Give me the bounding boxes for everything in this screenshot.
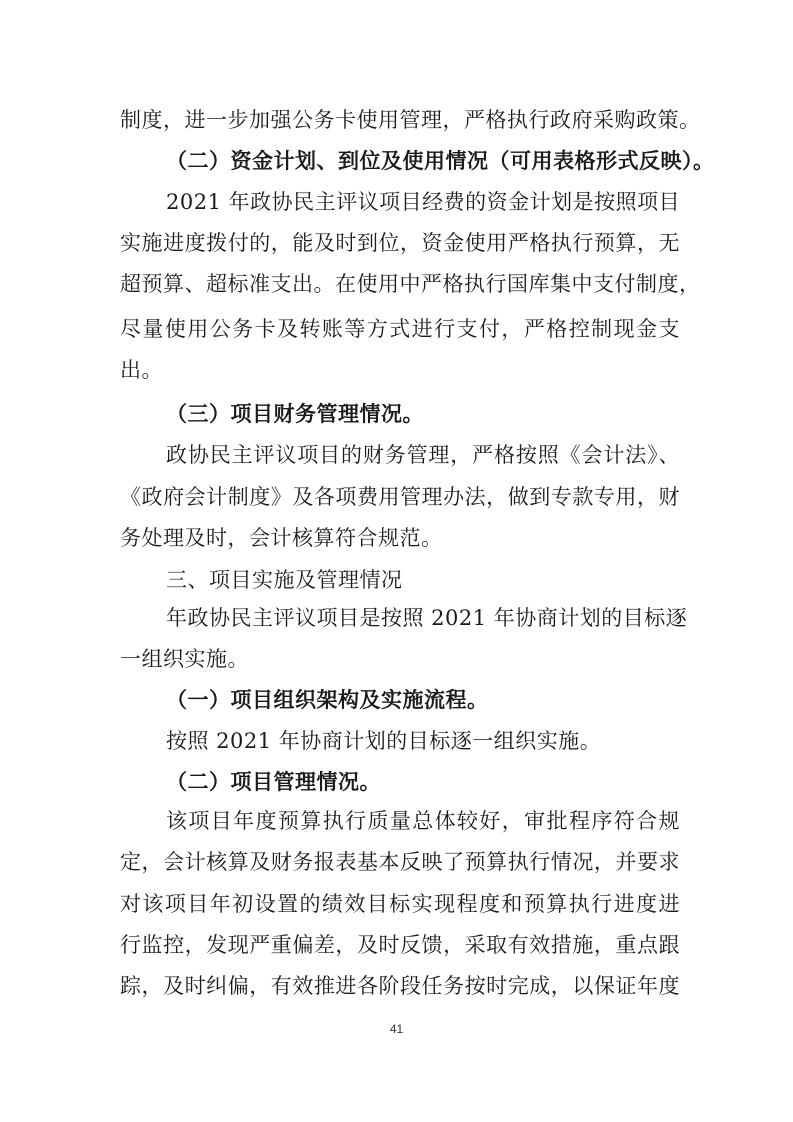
section-heading: （一）项目组织架构及实施流程。 xyxy=(166,688,489,712)
body-text-line: 年政协民主评议项目是按照 2021 年协商计划的目标逐 xyxy=(166,606,688,630)
body-text-line: 务处理及时，会计核算符合规范。 xyxy=(120,526,443,550)
section-heading: （二）项目管理情况。 xyxy=(166,770,381,794)
body-text-line: 行监控，发现严重偏差，及时反馈，采取有效措施，重点跟 xyxy=(120,933,680,957)
body-text-line: 按照 2021 年协商计划的目标逐一组织实施。 xyxy=(166,729,602,753)
section-heading: 三、项目实施及管理情况 xyxy=(166,568,403,592)
body-text-line: 尽量使用公务卡及转账等方式进行支付，严格控制现金支 xyxy=(120,317,680,341)
body-text-line: 制度，进一步加强公务卡使用管理，严格执行政府采购政策。 xyxy=(120,108,701,132)
body-text-line: 出。 xyxy=(120,358,163,382)
body-text-line: 一组织实施。 xyxy=(120,647,249,671)
body-text-line: 《政府会计制度》及各项费用管理办法，做到专款专用，财 xyxy=(120,485,680,509)
body-text-line: 实施进度拨付的，能及时到位，资金使用严格执行预算，无 xyxy=(120,231,680,255)
body-text-line: 踪，及时纠偏，有效推进各阶段任务按时完成，以保证年度 xyxy=(120,974,680,998)
body-text-line: 定，会计核算及财务报表基本反映了预算执行情况，并要求 xyxy=(120,850,680,874)
section-heading: （三）项目财务管理情况。 xyxy=(166,402,424,426)
page-number: 41 xyxy=(389,1022,404,1036)
body-text-line: 超预算、超标准支出。在使用中严格执行国库集中支付制度， xyxy=(120,272,701,296)
body-text-line: 对该项目年初设置的绩效目标实现程度和预算执行进度进 xyxy=(120,892,680,916)
body-text-line: 该项目年度预算执行质量总体较好，审批程序符合规 xyxy=(166,809,680,833)
body-text-line: 2021 年政协民主评议项目经费的资金计划是按照项目 xyxy=(166,190,681,214)
section-heading: （二）资金计划、到位及使用情况（可用表格形式反映）。 xyxy=(166,149,715,173)
body-text-line: 政协民主评议项目的财务管理，严格按照《会计法》、 xyxy=(166,443,680,467)
